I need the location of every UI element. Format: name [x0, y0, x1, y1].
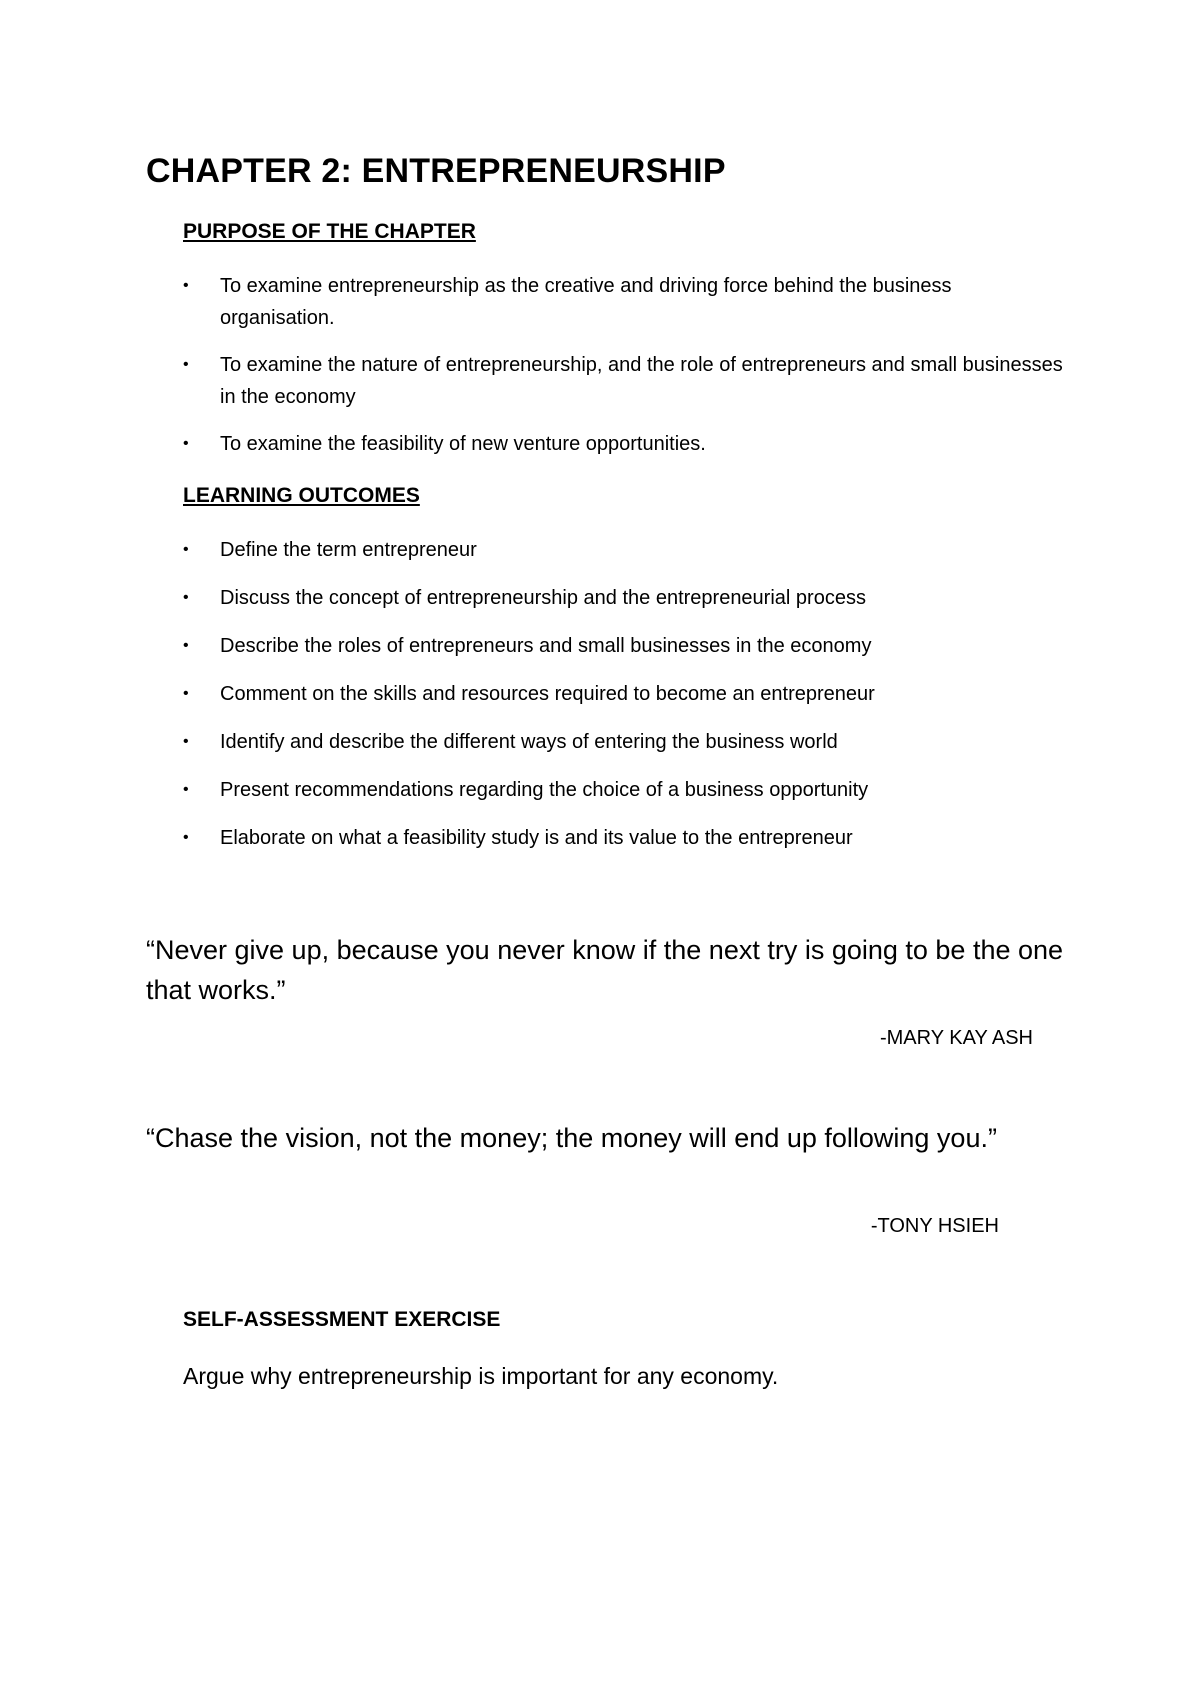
quote-author: -MARY KAY ASH [879, 1027, 1033, 1049]
bullet-dot-icon: • [183, 356, 189, 373]
bullet-dot-icon: • [183, 637, 189, 654]
purpose-heading: PURPOSE OF THE CHAPTER [183, 220, 476, 243]
quote-author: -TONY HSIEH [870, 1215, 999, 1237]
bullet-dot-icon: • [183, 829, 189, 846]
chapter-title: CHAPTER 2: ENTREPRENEURSHIP [146, 152, 726, 190]
learning-outcome-text: Comment on the skills and resources required to become an entrepreneur [220, 683, 875, 705]
learning-outcome-text: Describe the roles of entrepreneurs and small businesses in the economy [220, 635, 872, 657]
learning-outcome-item [183, 822, 1063, 854]
bullet-dot-icon: • [183, 277, 189, 294]
purpose-item-text: To examine the nature of entrepreneurship, and the role of entrepreneurs and small businesses in the economy [220, 354, 1063, 408]
purpose-item [183, 270, 1063, 334]
purpose-item [183, 349, 1063, 413]
learning-outcomes-heading: LEARNING OUTCOMES [183, 484, 420, 507]
learning-outcome-item [183, 534, 1063, 566]
learning-outcome-item [183, 582, 1063, 614]
bullet-dot-icon: • [183, 685, 189, 702]
self-assessment-prompt: Argue why entrepreneurship is important for any economy. [183, 1363, 779, 1389]
learning-outcome-item [183, 774, 1063, 806]
learning-outcomes-list [183, 534, 1063, 870]
learning-outcome-text: Discuss the concept of entrepreneurship and the entrepreneurial process [220, 587, 866, 609]
quote-text: “Never give up, because you never know if the next try is going to be the one that works.” [146, 935, 1064, 1005]
bullet-dot-icon: • [183, 733, 189, 750]
self-assessment-heading: SELF-ASSESSMENT EXERCISE [183, 1308, 501, 1331]
learning-outcome-text: Identify and describe the different ways of entering the business world [220, 731, 838, 753]
learning-outcome-text: Present recommendations regarding the choice of a business opportunity [220, 779, 869, 801]
learning-outcome-item [183, 678, 1063, 710]
bullet-dot-icon: • [183, 781, 189, 798]
purpose-item-text: To examine the feasibility of new venture opportunities. [220, 433, 706, 455]
purpose-list [183, 270, 1063, 475]
bullet-dot-icon: • [183, 541, 189, 558]
quote-text: “Chase the vision, not the money; the money will end up following you.” [146, 1123, 997, 1153]
purpose-item-text: To examine entrepreneurship as the creative and driving force behind the business organisation. [220, 275, 952, 329]
purpose-item [183, 428, 1063, 460]
learning-outcome-text: Elaborate on what a feasibility study is and its value to the entrepreneur [220, 827, 853, 849]
bullet-dot-icon: • [183, 589, 189, 606]
learning-outcome-text: Define the term entrepreneur [220, 539, 477, 561]
learning-outcome-item [183, 726, 1063, 758]
learning-outcome-item [183, 630, 1063, 662]
bullet-dot-icon: • [183, 435, 189, 452]
